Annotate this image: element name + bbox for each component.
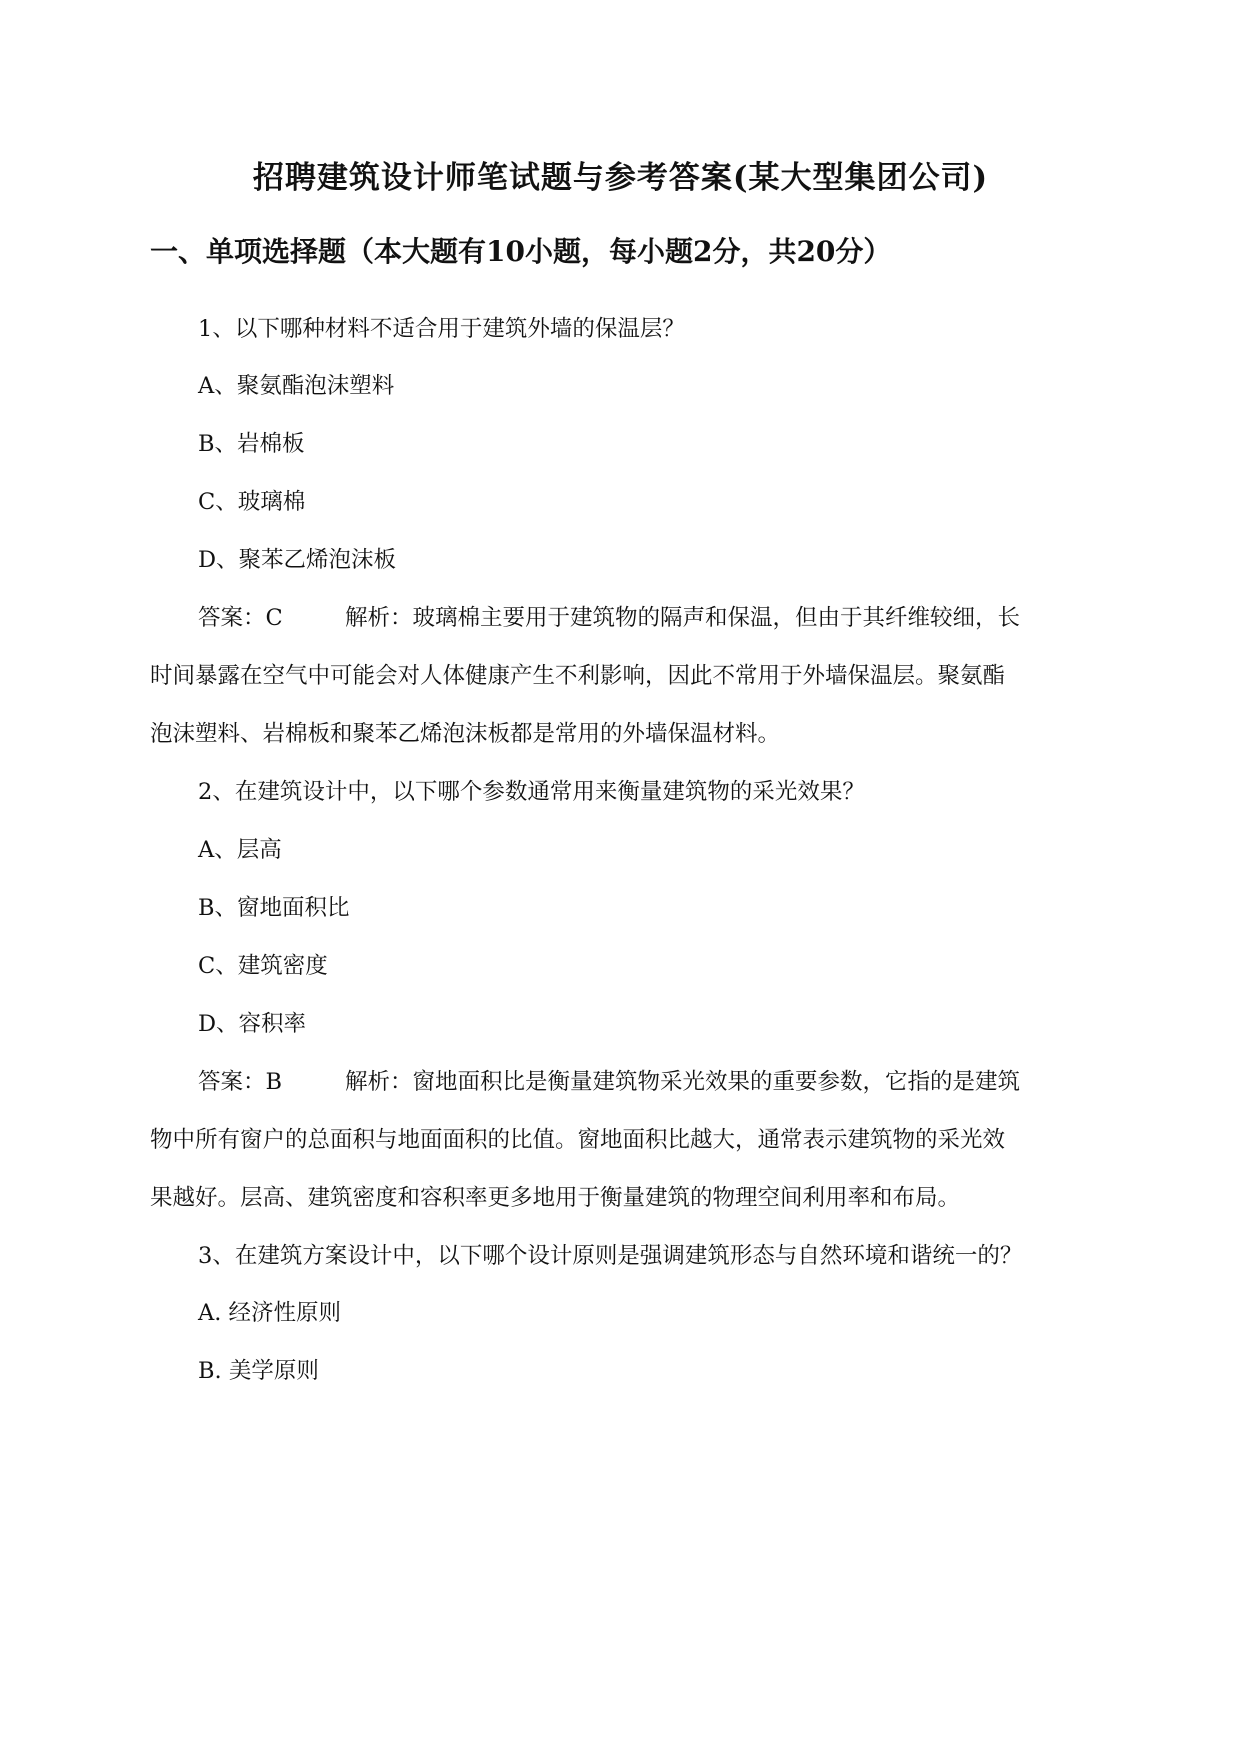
option-d: D、容积率: [198, 1011, 307, 1037]
option-c: C、建筑密度: [198, 953, 328, 979]
option-a: A、层高: [198, 837, 282, 863]
section-heading: 一、单项选择题（本大题有10小题，每小题2分，共20分）: [150, 235, 892, 268]
option-a: A. 经济性原则: [198, 1300, 342, 1326]
answer-label: 答案：C: [198, 605, 283, 631]
answer-label: 答案：B: [198, 1069, 283, 1095]
explanation-line: 果越好。层高、建筑密度和容积率更多地用于衡量建筑的物理空间利用率和布局。: [150, 1185, 961, 1211]
option-a: A、聚氨酯泡沫塑料: [198, 373, 395, 399]
answer-row: [198, 1067, 1098, 1097]
option-b: B、窗地面积比: [198, 895, 350, 921]
explanation-line: 物中所有窗户的总面积与地面面积的比值。窗地面积比越大，通常表示建筑物的采光效: [150, 1127, 1006, 1153]
option-d: D、聚苯乙烯泡沫板: [198, 547, 397, 573]
question-stem: 3、在建筑方案设计中，以下哪个设计原则是强调建筑形态与自然环境和谐统一的？: [198, 1243, 1023, 1269]
document-title: 招聘建筑设计师笔试题与参考答案(某大型集团公司): [252, 160, 989, 196]
option-b: B. 美学原则: [198, 1358, 319, 1384]
question-stem: 2、在建筑设计中，以下哪个参数通常用来衡量建筑物的采光效果？: [198, 779, 865, 805]
option-b: B、岩棉板: [198, 431, 305, 457]
explanation-line: 解析：窗地面积比是衡量建筑物采光效果的重要参数，它指的是建筑: [345, 1069, 1021, 1095]
explanation-line: 泡沫塑料、岩棉板和聚苯乙烯泡沫板都是常用的外墙保温材料。: [150, 721, 781, 747]
answer-row: [198, 603, 1098, 633]
explanation-line: 解析：玻璃棉主要用于建筑物的隔声和保温，但由于其纤维较细，长: [345, 605, 1021, 631]
explanation-line: 时间暴露在空气中可能会对人体健康产生不利影响，因此不常用于外墙保温层。聚氨酯: [150, 663, 1006, 689]
question-stem: 1、以下哪种材料不适合用于建筑外墙的保温层？: [198, 316, 685, 342]
option-c: C、玻璃棉: [198, 489, 306, 515]
